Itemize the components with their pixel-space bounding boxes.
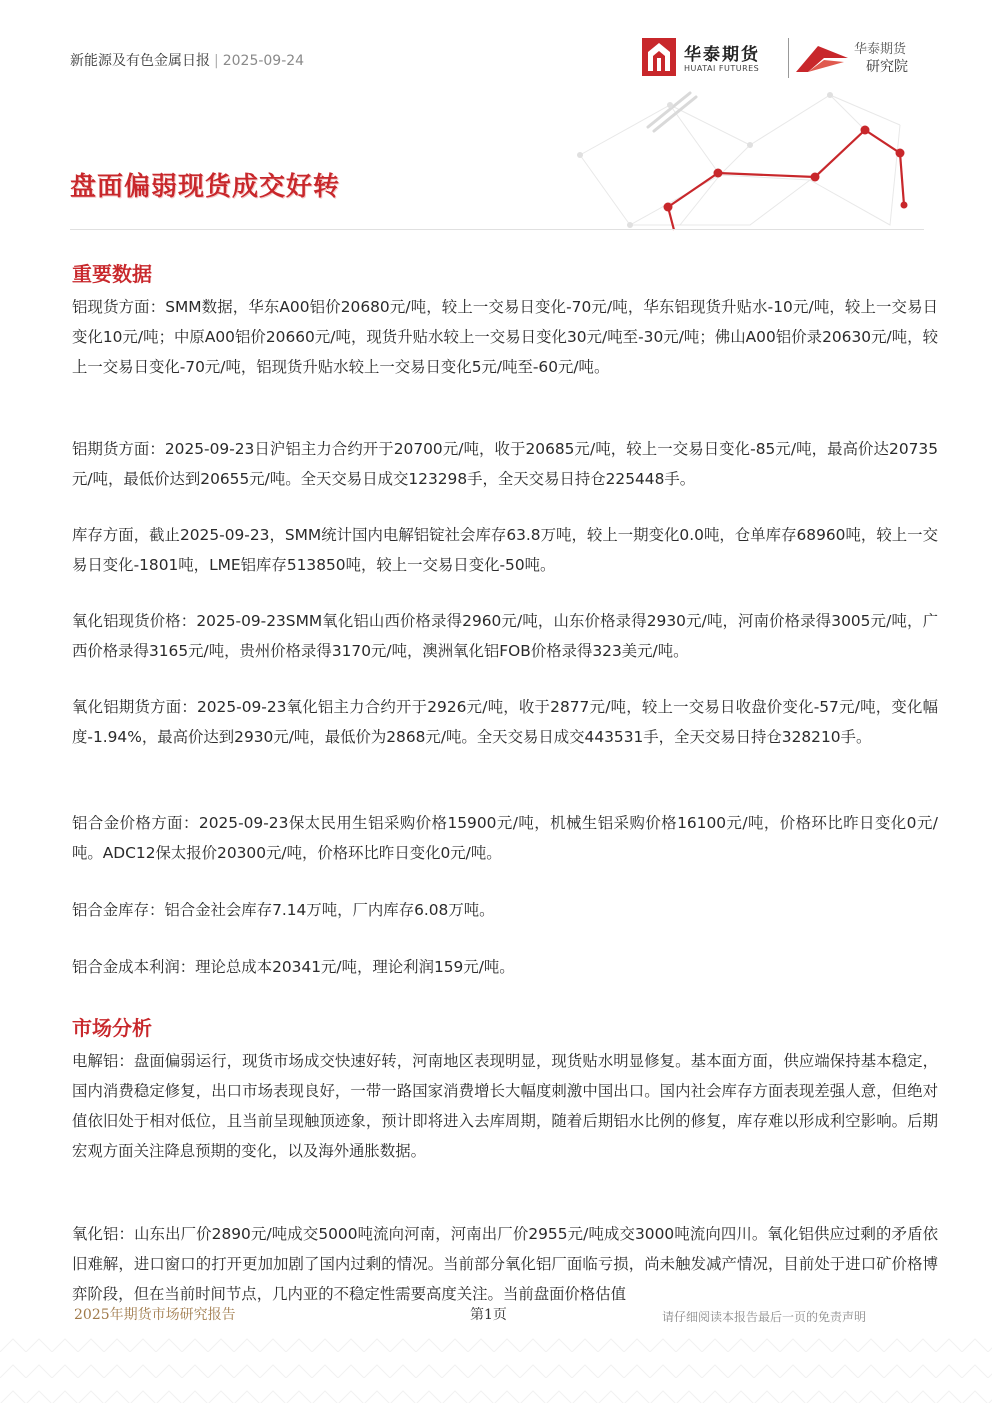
paragraph-alloy-price: 铝合金价格方面：2025-09-23保太民用生铝采购价格15900元/吨，机械生铝采购价格16100元/吨，价格环比昨日变化0元/吨。ADC12保太报价20300元/吨，价格环比昨日变化0元/吨。 (72, 814, 938, 862)
report-name: 新能源及有色金属日报 (70, 53, 210, 69)
company-name-en: HUATAI FUTURES (684, 64, 760, 73)
section-heading-key-data: 重要数据 (72, 262, 152, 286)
paragraph-alloy-cost-profit: 铝合金成本利润：理论总成本20341元/吨，理论利润159元/吨。 (72, 958, 515, 976)
brand-divider (788, 38, 789, 78)
institute-line2: 研究院 (866, 59, 908, 75)
institute-line1: 华泰期货 (854, 42, 907, 57)
page-footer (0, 1300, 992, 1403)
paragraph-alumina-analysis: 氧化铝：山东出厂价2890元/吨成交5000吨流向河南，河南出厂价2955元/吨成交3000吨流向四川。氧化铝供应过剩的矛盾依旧难解，进口窗口的打开更加加剧了国内过剩的情况。当前部分氧化铝厂面临亏损，尚未触发减产情况，目前处于进口矿价格博弈阶段，但在当前时间节点，几内亚的不稳定性需要高度关注。当前盘面价格估值 (72, 1225, 938, 1303)
paragraph-alumina-spot: 氧化铝现货价格：2025-09-23SMM氧化铝山西价格录得2960元/吨，山东价格录得2930元/吨，河南价格录得3005元/吨，广西价格录得3165元/吨，贵州价格录得3170元/吨，澳洲氧化铝FOB价格录得323美元/吨。 (72, 612, 938, 660)
paragraph-inventory: 库存方面，截止2025-09-23，SMM统计国内电解铝锭社会库存63.8万吨，较上一期变化0.0吨，仓单库存68960吨，较上一交易日变化-1801吨，LME铝库存513850吨，较上一交易日变化-50吨。 (72, 526, 938, 574)
institute-logo-icon (794, 40, 850, 76)
report-header (70, 50, 304, 70)
paragraph-aluminum-spot: 铝现货方面：SMM数据，华东A00铝价20680元/吨，较上一交易日变化-70元/吨，华东铝现货升贴水-10元/吨，较上一交易日变化10元/吨；中原A00铝价20660元/吨，现货升贴水较上一交易日变化30元/吨至-30元/吨；佛山A00铝价录20630元/吨，较上一交易日变化-70元/吨，铝现货升贴水较上一交易日变化5元/吨至-60元/吨。 (72, 298, 938, 376)
page-title: 盘面偏弱现货成交好转 (70, 172, 341, 202)
footer-page-number: 第1页 (470, 1307, 507, 1323)
footer-report-title: 2025年期货市场研究报告 (74, 1307, 236, 1323)
company-name-cn: 华泰期货 (684, 45, 760, 65)
paragraph-alumina-futures: 氧化铝期货方面：2025-09-23氧化铝主力合约开于2926元/吨，收于2877元/吨，较上一交易日收盘价变化-57元/吨，变化幅度-1.94%，最高价达到2930元/吨，最低价为2868元/吨。全天交易日成交443531手，全天交易日持仓328210手。 (72, 698, 938, 746)
paragraph-aluminum-futures: 铝期货方面：2025-09-23日沪铝主力合约开于20700元/吨，收于20685元/吨，较上一交易日变化-85元/吨，最高价达20735元/吨，最低价达到20655元/吨。全天交易日成交123298手，全天交易日持仓225448手。 (72, 440, 938, 488)
section-heading-market-analysis: 市场分析 (72, 1016, 152, 1040)
huatai-logo-icon (642, 38, 676, 76)
footer-disclaimer-note: 请仔细阅读本报告最后一页的免责声明 (662, 1310, 867, 1324)
brand-block (642, 38, 932, 80)
header-separator: | (214, 53, 219, 69)
report-date: 2025-09-24 (222, 53, 305, 69)
paragraph-alloy-inventory: 铝合金库存：铝合金社会库存7.14万吨，厂内库存6.08万吨。 (72, 901, 495, 919)
paragraph-electrolytic-aluminum: 电解铝：盘面偏弱运行，现货市场成交快速好转，河南地区表现明显，现货贴水明显修复。基本面方面，供应端保持基本稳定，国内消费稳定修复，出口市场表现良好，一带一路国家消费增长大幅度刺激中国出口。国内社会库存方面表现差强人意，但绝对值依旧处于相对低位，且当前呈现触顶迹象，预计即将进入去库周期，随着后期铝水比例的修复，库存难以形成利空影响。后期宏观方面关注降息预期的变化，以及海外通胀数据。 (72, 1052, 938, 1160)
banner-network-graphic (550, 85, 924, 233)
banner-rule (70, 229, 924, 230)
